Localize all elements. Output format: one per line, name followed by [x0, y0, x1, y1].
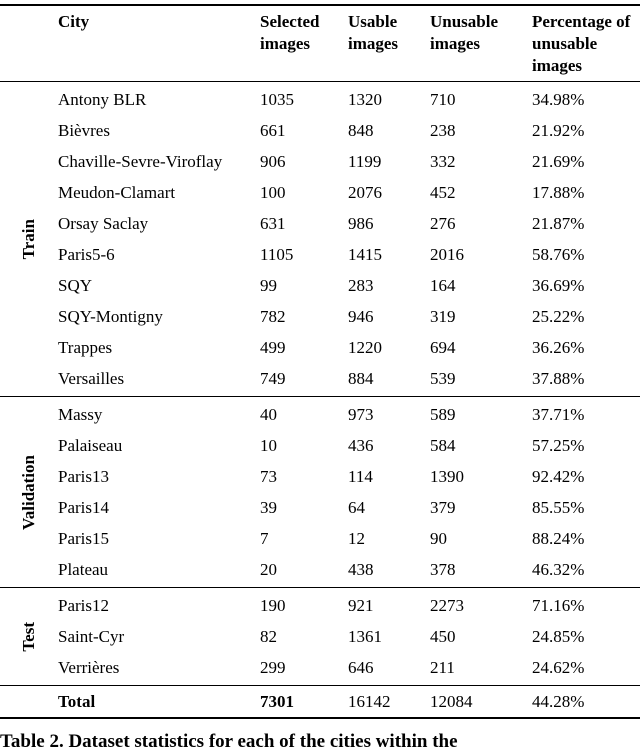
cell-unusable: 450 — [430, 626, 456, 646]
cell-usable: 438 — [348, 559, 374, 579]
cell-usable: 921 — [348, 595, 374, 615]
cell-unusable: 90 — [430, 528, 447, 548]
cell-city: Meudon-Clamart — [58, 182, 176, 202]
cell-unusable: 319 — [430, 306, 456, 326]
cell-city: Chaville-Sevre-Viroflay — [58, 151, 223, 171]
cell-selected: 906 — [260, 151, 286, 171]
cell-usable: 64 — [348, 497, 365, 517]
cell-percentage: 17.88% — [532, 182, 585, 202]
cell-usable: 283 — [348, 275, 374, 295]
cell-percentage: 57.25% — [532, 435, 585, 455]
cell-usable: 973 — [348, 404, 374, 424]
cell-unusable: 164 — [430, 275, 456, 295]
table-header-row — [0, 4, 640, 82]
cell-selected: 82 — [260, 626, 277, 646]
group-label: Test — [19, 621, 38, 652]
table-row — [58, 590, 640, 621]
cell-unusable: 276 — [430, 213, 456, 233]
cell-unusable: 379 — [430, 497, 456, 517]
cell-selected: 499 — [260, 337, 286, 357]
cell-city: Massy — [58, 404, 103, 424]
caption-clip — [0, 730, 640, 753]
cell-selected: 631 — [260, 213, 286, 233]
cell-percentage: 37.88% — [532, 368, 585, 388]
cell-unusable: 2273 — [430, 595, 464, 615]
cell-percentage: 24.62% — [532, 657, 585, 677]
cell-city: Paris12 — [58, 595, 109, 615]
cell-city: Saint-Cyr — [58, 626, 125, 646]
group-train — [0, 82, 640, 397]
cell-percentage: 46.32% — [532, 559, 585, 579]
cell-usable: 1320 — [348, 89, 382, 109]
cell-percentage: 71.16% — [532, 595, 585, 615]
cell-usable: 114 — [348, 466, 373, 486]
table-row — [58, 115, 640, 146]
cell-selected: 20 — [260, 559, 277, 579]
cell-selected: 40 — [260, 404, 277, 424]
cell-unusable: 452 — [430, 182, 456, 202]
total-row — [0, 686, 640, 719]
cell-selected: 100 — [260, 182, 286, 202]
cell-unusable: 710 — [430, 89, 456, 109]
cell-percentage: 88.24% — [532, 528, 585, 548]
table-row — [58, 301, 640, 332]
table-caption: Table 2. Dataset statistics for each of the cities within the — [0, 731, 458, 753]
group-label-cell — [0, 82, 58, 396]
table-row — [58, 621, 640, 652]
total-percentage: 44.28% — [532, 691, 585, 711]
cell-selected: 99 — [260, 275, 277, 295]
cell-usable: 1199 — [348, 151, 382, 171]
cell-usable: 12 — [348, 528, 365, 548]
cell-unusable: 211 — [430, 657, 455, 677]
cell-usable: 884 — [348, 368, 374, 388]
table-row — [58, 399, 640, 430]
cell-percentage: 37.71% — [532, 404, 585, 424]
cell-unusable: 539 — [430, 368, 456, 388]
cell-percentage: 25.22% — [532, 306, 585, 326]
cell-selected: 749 — [260, 368, 286, 388]
cell-selected: 661 — [260, 120, 286, 140]
header-cell-empty — [0, 11, 58, 76]
cell-usable: 2076 — [348, 182, 382, 202]
group-rows — [58, 397, 640, 587]
group-label-cell — [0, 588, 58, 685]
table-row — [58, 554, 640, 585]
cell-usable: 986 — [348, 213, 374, 233]
cell-percentage: 36.69% — [532, 275, 585, 295]
header-cell-percentage-unusable: Percentage of unusable images — [532, 12, 631, 75]
table-row — [58, 523, 640, 554]
total-usable: 16142 — [348, 691, 391, 711]
header-cell-unusable-images: Unusable images — [430, 12, 499, 53]
header-cell-city: City — [58, 12, 90, 31]
cell-usable: 946 — [348, 306, 374, 326]
cell-percentage: 58.76% — [532, 244, 585, 264]
cell-usable: 1361 — [348, 626, 382, 646]
cell-unusable: 378 — [430, 559, 456, 579]
group-rows — [58, 588, 640, 685]
table-row — [58, 492, 640, 523]
header-cell-selected-images: Selected images — [260, 12, 320, 53]
table-row — [58, 146, 640, 177]
group-validation — [0, 397, 640, 588]
group-test — [0, 588, 640, 686]
cell-city: Paris13 — [58, 466, 109, 486]
cell-usable: 646 — [348, 657, 374, 677]
cell-selected: 190 — [260, 595, 286, 615]
cell-city: Palaiseau — [58, 435, 123, 455]
cell-city: Antony BLR — [58, 89, 147, 109]
group-label: Validation — [19, 454, 38, 530]
cell-unusable: 238 — [430, 120, 456, 140]
table-row — [58, 652, 640, 683]
group-rows — [58, 82, 640, 396]
cell-selected: 1105 — [260, 244, 294, 264]
cell-city: Versailles — [58, 368, 125, 388]
cell-selected: 73 — [260, 466, 277, 486]
cell-percentage: 34.98% — [532, 89, 585, 109]
table-row — [58, 332, 640, 363]
cell-unusable: 584 — [430, 435, 456, 455]
cell-usable: 1220 — [348, 337, 382, 357]
table-body — [0, 82, 640, 686]
cell-selected: 7 — [260, 528, 269, 548]
cell-unusable: 1390 — [430, 466, 464, 486]
cell-unusable: 332 — [430, 151, 456, 171]
header-cell-usable-images: Usable images — [348, 12, 399, 53]
table-row — [58, 270, 640, 301]
cell-unusable: 2016 — [430, 244, 464, 264]
cell-selected: 299 — [260, 657, 286, 677]
cell-city: Verrières — [58, 657, 120, 677]
table-row — [58, 461, 640, 492]
table-row — [58, 430, 640, 461]
cell-city: Paris15 — [58, 528, 109, 548]
cell-percentage: 92.42% — [532, 466, 585, 486]
total-unusable: 12084 — [430, 691, 473, 711]
cell-selected: 10 — [260, 435, 277, 455]
cell-percentage: 21.92% — [532, 120, 585, 140]
cell-usable: 848 — [348, 120, 374, 140]
cell-city: Bièvres — [58, 120, 110, 140]
total-selected: 7301 — [260, 691, 294, 711]
cell-city: SQY — [58, 275, 93, 295]
cell-city: SQY-Montigny — [58, 306, 163, 326]
cell-percentage: 24.85% — [532, 626, 585, 646]
cell-usable: 1415 — [348, 244, 382, 264]
cell-city: Plateau — [58, 559, 109, 579]
table-row — [58, 208, 640, 239]
group-label-cell — [0, 397, 58, 587]
table-row — [58, 84, 640, 115]
cell-selected: 782 — [260, 306, 286, 326]
group-label: Train — [19, 219, 38, 260]
cell-city: Orsay Saclay — [58, 213, 149, 233]
cell-city: Trappes — [58, 337, 113, 357]
cell-unusable: 694 — [430, 337, 456, 357]
cell-unusable: 589 — [430, 404, 456, 424]
cell-percentage: 36.26% — [532, 337, 585, 357]
cell-usable: 436 — [348, 435, 374, 455]
cell-percentage: 85.55% — [532, 497, 585, 517]
cell-percentage: 21.69% — [532, 151, 585, 171]
table-row — [58, 239, 640, 270]
cell-selected: 39 — [260, 497, 277, 517]
cell-city: Paris5-6 — [58, 244, 115, 264]
dataset-statistics-table — [0, 4, 640, 719]
cell-selected: 1035 — [260, 89, 294, 109]
cell-city: Paris14 — [58, 497, 109, 517]
table-row — [58, 363, 640, 394]
table-row — [58, 177, 640, 208]
total-label: Total — [58, 691, 96, 711]
cell-percentage: 21.87% — [532, 213, 585, 233]
